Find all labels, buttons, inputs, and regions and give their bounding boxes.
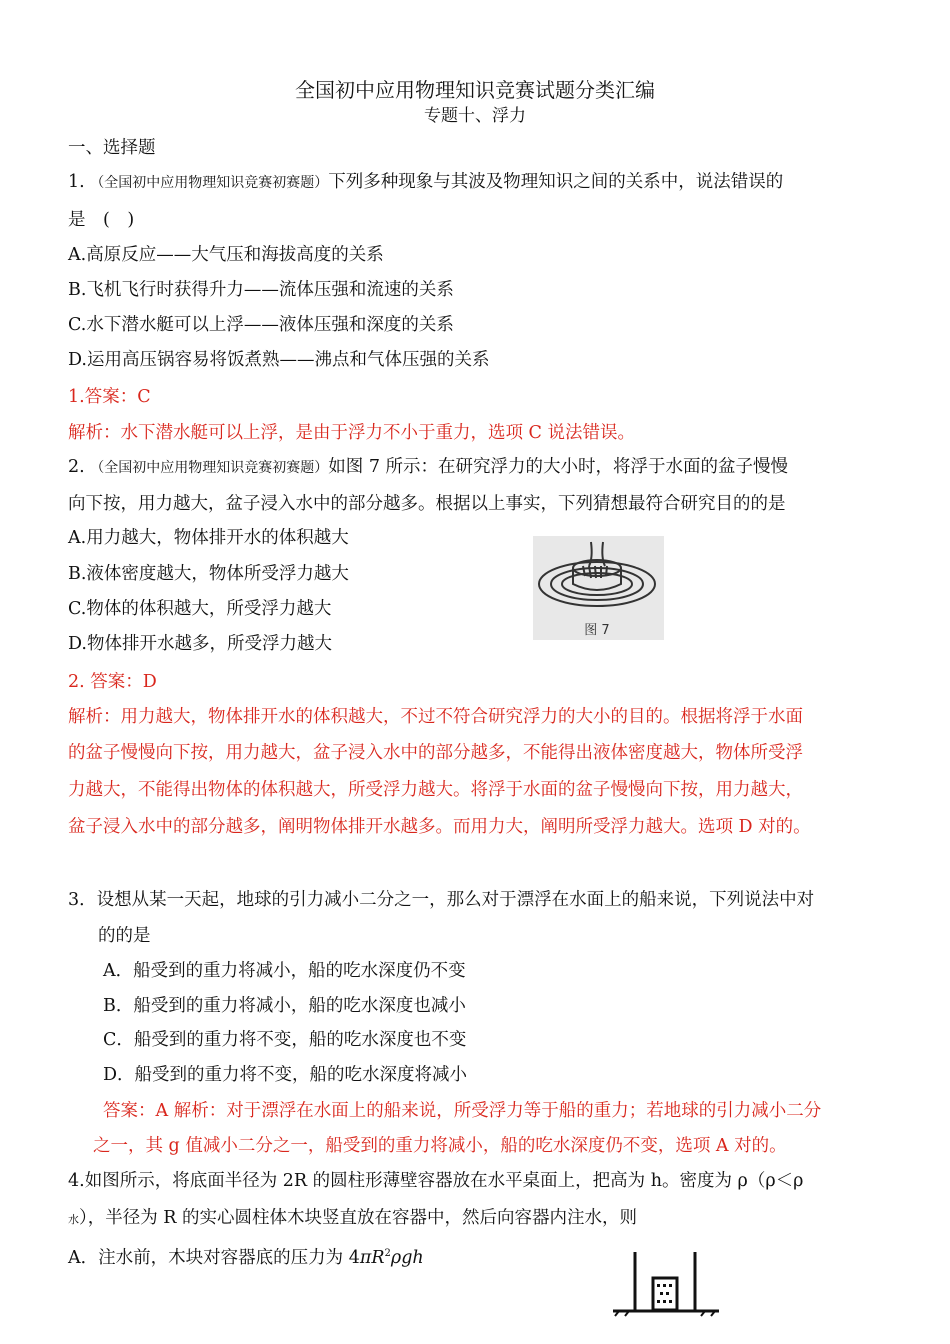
q2-option-b: B.液体密度越大，物体所受浮力越大 <box>68 564 349 584</box>
q4-option-a-superscript: 2 <box>384 1248 391 1259</box>
q2-stem-a: 如图 7 所示：在研究浮力的大小时，将浮于水面的盆子慢慢 <box>328 457 789 477</box>
q1-stem-line2: 是 ( ) <box>68 210 135 230</box>
q2-option-d: D.物体排开水越多，所受浮力越大 <box>68 634 332 654</box>
document-subtitle: 专题十、浮力 <box>424 106 526 126</box>
q3-stem-a: 设想从某一天起，地球的引力减小二分之一，那么对于漂浮在水面上的船来说，下列说法中对 <box>96 890 815 910</box>
q2-stem-line2: 向下按，用力越大，盆子浸入水中的部分越多。根据以上事实，下列猜想最符合研究目的的是 <box>68 494 786 514</box>
q4-option-a <box>68 1242 424 1270</box>
q4-option-a-formula: πR <box>359 1247 385 1268</box>
q2-analysis-line4: 盆子浸入水中的部分越多，阐明物体排开水越多。而用力大，阐明所受浮力越大。选项 D 对的。 <box>68 817 811 837</box>
figure-7-label: 图 7 <box>584 623 610 638</box>
q3-option-d: D．船受到的重力将不变，船的吃水深度将减小 <box>103 1065 468 1085</box>
q4-stem-line1: 4.如图所示，将底面半径为 2R 的圆柱形薄壁容器放在水平桌面上，把高为 h。密度为 ρ（ρ＜ρ <box>68 1171 804 1191</box>
q2-stem-line1 <box>68 455 788 480</box>
section-heading: 一、选择题 <box>68 138 156 158</box>
q2-number: 2. <box>68 457 85 477</box>
container-with-block-figure <box>605 1248 725 1318</box>
document-title: 全国初中应用物理知识竞赛试题分类汇编 <box>295 78 655 102</box>
q4-option-a-tail: ρgh <box>390 1247 424 1268</box>
q3-analysis-line2: 之一，其 g 值减小二分之一，船受到的重力将减小，船的吃水深度仍不变，选项 A 对的。 <box>93 1136 787 1156</box>
q1-option-b: B.飞机飞行时获得升力——流体压强和流速的关系 <box>68 280 454 300</box>
q1-analysis: 解析：水下潜水艇可以上浮，是由于浮力不小于重力，选项 C 说法错误。 <box>68 423 636 443</box>
q2-answer: 2. 答案：D <box>68 672 157 692</box>
q4-water-subscript: 水 <box>68 1213 79 1226</box>
q4-stem-line2 <box>68 1206 637 1232</box>
q1-option-a: A.高原反应——大气压和海拔高度的关系 <box>68 245 384 265</box>
q2-option-c: C.物体的体积越大，所受浮力越大 <box>68 599 332 619</box>
q3-stem-line2: 的的是 <box>98 926 151 946</box>
q3-stem-line1 <box>68 888 814 912</box>
q3-analysis-line1: 答案：A 解析：对于漂浮在水面上的船来说，所受浮力等于船的重力；若地球的引力减小二分 <box>103 1101 822 1121</box>
q1-option-c: C.水下潜水艇可以上浮——液体压强和深度的关系 <box>68 315 454 335</box>
basin-in-water-illustration <box>533 536 664 640</box>
q1-number: 1. <box>68 172 85 192</box>
q2-analysis-line1: 解析：用力越大，物体排开水的体积越大，不过不符合研究浮力的大小的目的。根据将浮于水面 <box>68 707 803 727</box>
q4-option-a-text: A．注水前，木块对容器底的压力为 4 <box>68 1247 360 1268</box>
cylinder-container-illustration <box>605 1248 725 1318</box>
q1-option-d: D.运用高压锅容易将饭煮熟——沸点和气体压强的关系 <box>68 350 490 370</box>
q2-option-a: A.用力越大，物体排开水的体积越大 <box>68 528 349 548</box>
q1-stem-a: 下列多种现象与其波及物理知识之间的关系中，说法错误的 <box>328 172 784 192</box>
q4-stem-b: ），半径为 R 的实心圆柱体木块竖直放在容器中，然后向容器内注水，则 <box>79 1208 638 1228</box>
figure-7-basin-image <box>533 536 664 640</box>
q2-analysis-line3: 力越大，不能得出物体的体积越大，所受浮力越大。将浮于水面的盆子慢慢向下按，用力越大， <box>68 780 803 800</box>
q3-option-c: C．船受到的重力将不变，船的吃水深度也不变 <box>103 1030 467 1050</box>
q1-answer: 1.答案：C <box>68 387 151 407</box>
q1-stem-line1 <box>68 170 783 195</box>
q3-option-b: B．船受到的重力将减小，船的吃水深度也减小 <box>103 996 466 1016</box>
q1-source: （全国初中应用物理知识竞赛初赛题） <box>90 175 329 191</box>
q3-option-a: A．船受到的重力将减小，船的吃水深度仍不变 <box>103 961 466 981</box>
q3-number: 3． <box>68 890 97 910</box>
q2-analysis-line2: 的盆子慢慢向下按，用力越大，盆子浸入水中的部分越多，不能得出液体密度越大，物体所受浮 <box>68 743 803 763</box>
q2-source: （全国初中应用物理知识竞赛初赛题） <box>90 460 329 476</box>
